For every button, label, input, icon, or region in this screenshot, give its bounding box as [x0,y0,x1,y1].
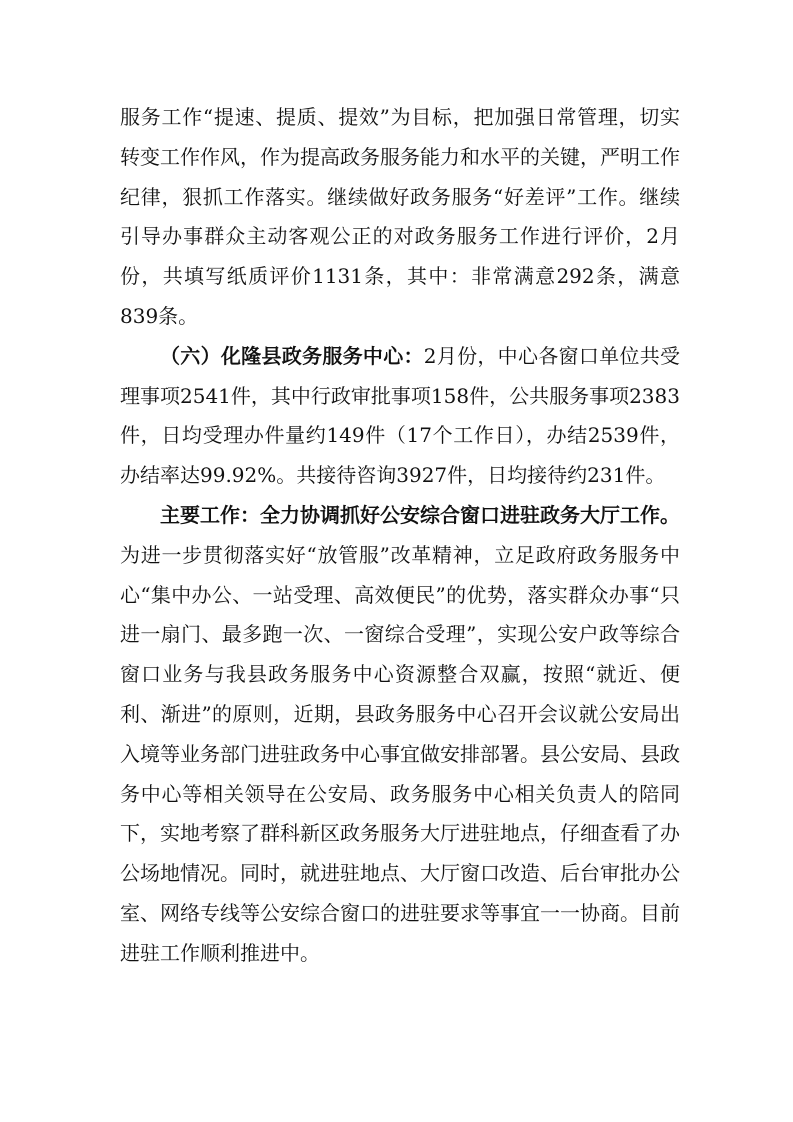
paragraph-main-work-body: 为进一步贯彻落实好“放管服”改革精神，立足政府政务服务中心“集中办公、一站受理、高效便民”的优势，落实群众办事“只进一扇门、最多跑一次、一窗综合受理”，实现公安户政等综合窗口业务与我县政务服务中心资源整合双赢，按照“就近、便利、渐进”的原则，近期，县政务服务中心召开会议就公安局出入境等业务部门进驻政务中心事宜做安排部署。县公安局、县政务中心等相关领导在公安局、政务服务中心相关负责人的陪同下，实地考察了群科新区政务服务大厅进驻地点，仔细查看了办公场地情况。同时，就进驻地点、大厅窗口改造、后台审批办公室、网络专线等公安综合窗口的进驻要求等事宜一一协商。目前进驻工作顺利推进中。 [120,542,680,965]
paragraph-main-work [120,496,680,974]
section-heading-hualong: （六）化隆县政务服务中心： [160,343,424,368]
paragraph-service-evaluation: 服务工作“提速、提质、提效”为目标，把加强日常管理，切实转变工作作风，作为提高政务服务能力和水平的关键，严明工作纪律，狠抓工作落实。继续做好政务服务“好差评”工作。继续引导办事群众主动客观公正的对政务服务工作进行评价，2月份，共填写纸质评价1131条，其中：非常满意292条，满意839条。 [120,105,680,328]
document-body [120,98,680,974]
paragraph-hualong-body: 2月份，中心各窗口单位共受理事项2541件，其中行政审批事项158件，公共服务事项2383件，日均受理办件量约149件（17个工作日），办结2539件，办结率达99.92%。共接待咨询3927件，日均接待约231件。 [120,343,680,488]
section-heading-main-work: 主要工作：全力协调抓好公安综合窗口进驻政务大厅工作。 [160,502,680,527]
paragraph-hualong-center [120,337,680,496]
